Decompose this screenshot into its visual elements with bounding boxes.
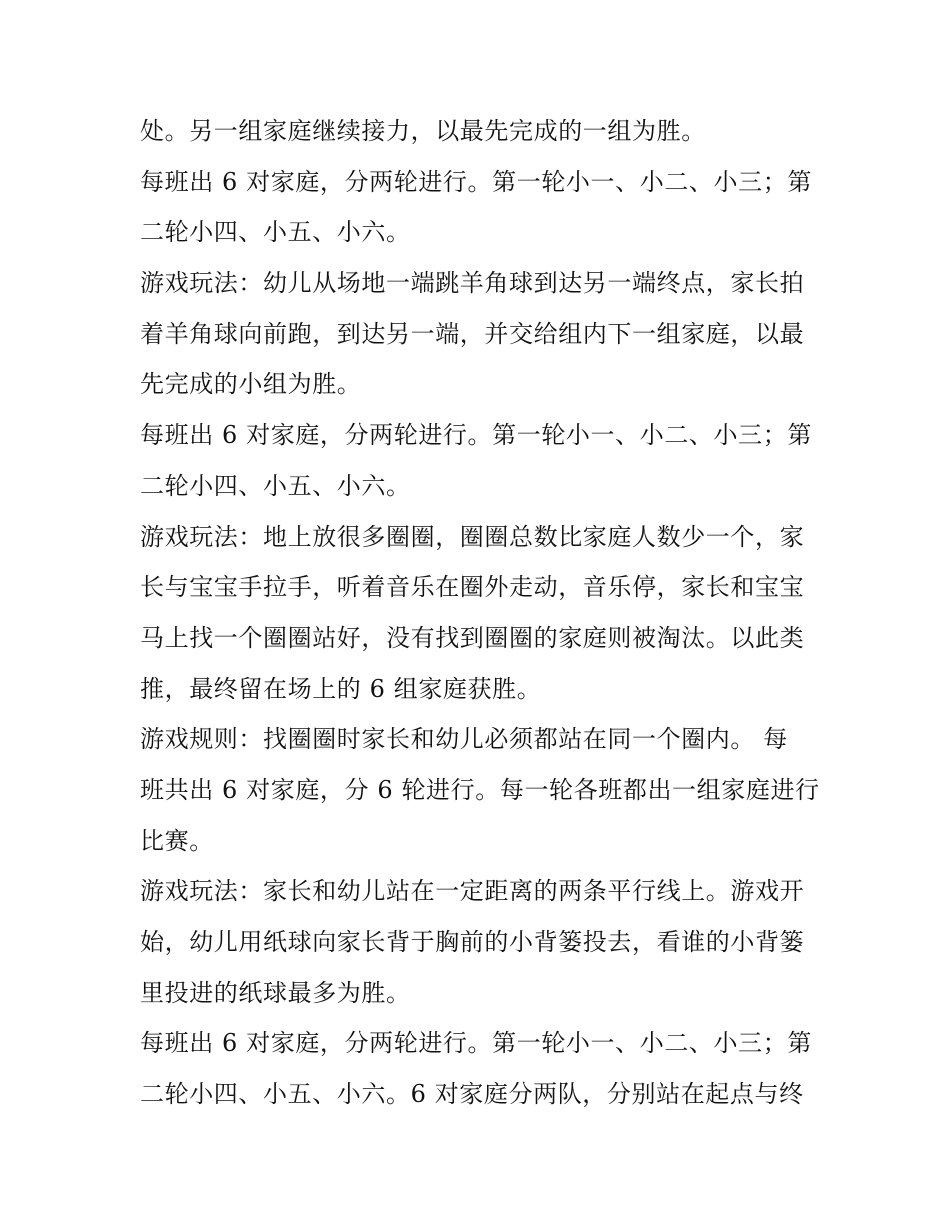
text-line: 着羊角球向前跑，到达另一端，并交给组内下一组家庭，以最 [140, 319, 805, 348]
text-line: 二轮小四、小五、小六。6 对家庭分两队，分别站在起点与终 [140, 1080, 804, 1109]
text-line: 马上找一个圈圈站好，没有找到圈圈的家庭则被淘汰。以此类 [140, 623, 805, 652]
text-line: 每班出 6 对家庭，分两轮进行。第一轮小一、小二、小三；第 [140, 1029, 812, 1058]
text-line: 游戏玩法：地上放很多圈圈，圈圈总数比家庭人数少一个，家 [140, 522, 805, 551]
text-line: 游戏玩法：幼儿从场地一端跳羊角球到达另一端终点，家长拍 [140, 269, 805, 298]
text-line: 二轮小四、小五、小六。 [140, 218, 411, 247]
text-line: 二轮小四、小五、小六。 [140, 471, 411, 500]
text-line: 班共出 6 对家庭，分 6 轮进行。每一轮各班都出一组家庭进行 [140, 775, 820, 804]
text-line: 每班出 6 对家庭，分两轮进行。第一轮小一、小二、小三；第 [140, 167, 812, 196]
text-line: 每班出 6 对家庭，分两轮进行。第一轮小一、小二、小三；第 [140, 421, 812, 450]
text-line: 始，幼儿用纸球向家长背于胸前的小背篓投去，看谁的小背篓 [140, 928, 805, 956]
text-line: 游戏规则：找圈圈时家长和幼儿必须都站在同一个圈内。 每 [140, 725, 788, 754]
text-line: 游戏玩法：家长和幼儿站在一定距离的两条平行线上。游戏开 [140, 877, 805, 906]
text-line: 处。另一组家庭继续接力，以最先完成的一组为胜。 [140, 117, 706, 145]
text-line: 里投进的纸球最多为胜。 [140, 978, 411, 1007]
document-body [140, 106, 820, 1120]
text-line: 比赛。 [140, 826, 214, 855]
text-line: 长与宝宝手拉手，听着音乐在圈外走动，音乐停，家长和宝宝 [140, 573, 805, 602]
text-line: 先完成的小组为胜。 [140, 370, 362, 399]
text-line: 推，最终留在场上的 6 组家庭获胜。 [140, 674, 542, 703]
